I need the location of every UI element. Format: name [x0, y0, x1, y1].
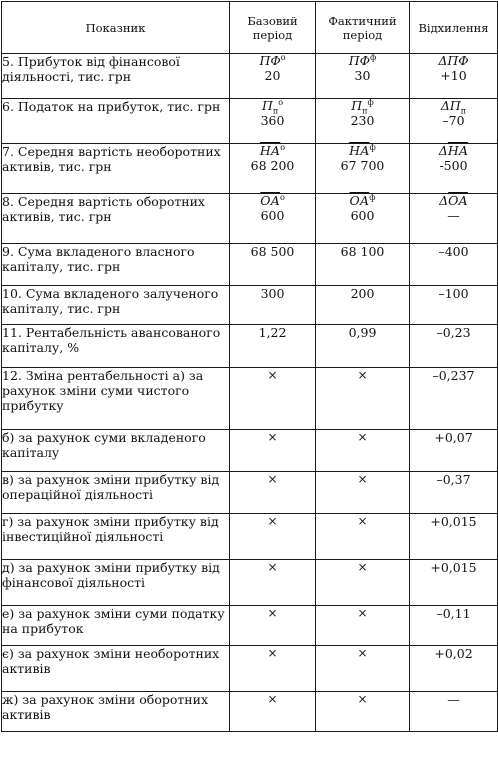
- base-period-symbol: [230, 194, 315, 208]
- indicator-name-cell: 9. Сума вкладеного власного капіталу, тис. грн: [2, 244, 230, 286]
- actual-period-symbol: [316, 194, 409, 208]
- table-row: [2, 99, 498, 144]
- actual-period-value: ×: [357, 606, 368, 620]
- header-row: [2, 2, 498, 54]
- base-period-symbol-superscript: о: [280, 142, 286, 152]
- base-period-value: 68 500: [250, 244, 295, 259]
- actual-period-cell: [316, 325, 410, 368]
- actual-period-value: 68 100: [340, 244, 385, 259]
- base-period-value: ×: [267, 646, 278, 660]
- actual-period-value: ×: [357, 472, 368, 486]
- actual-period-value: 0,99: [348, 325, 377, 340]
- actual-period-symbol: [316, 97, 409, 116]
- actual-period-cell: [316, 472, 410, 514]
- base-period-value: 68 200: [250, 158, 295, 173]
- table-row: [2, 646, 498, 692]
- indicator-table: [1, 1, 498, 732]
- deviation-value: –400: [438, 244, 469, 259]
- base-period-symbol-superscript: о: [279, 192, 285, 202]
- deviation-cell: [410, 430, 498, 472]
- base-period-cell: [230, 54, 316, 99]
- actual-period-value: ×: [357, 646, 368, 660]
- deviation-cell: [410, 368, 498, 430]
- actual-period-value: ×: [357, 560, 368, 574]
- actual-period-symbol-superscript: ф: [369, 192, 376, 202]
- deviation-value: -500: [439, 158, 468, 173]
- deviation-cell: [410, 286, 498, 325]
- base-period-cell: [230, 325, 316, 368]
- deviation-value: –0,237: [432, 368, 475, 383]
- indicator-name-cell: г) за рахунок зміни прибутку від інвестиційної діяльності: [2, 514, 230, 560]
- col-header-indicator: Показник: [2, 2, 230, 54]
- deviation-cell: [410, 606, 498, 646]
- col-header-base-period: Базовий період: [230, 2, 316, 54]
- actual-period-value: 200: [350, 286, 375, 301]
- indicator-name-cell: є) за рахунок зміни необоротних активів: [2, 646, 230, 692]
- base-period-value: ×: [267, 368, 278, 382]
- base-period-symbol-superscript: о: [278, 97, 284, 107]
- col-header-deviation: Відхилення: [410, 2, 498, 54]
- base-period-cell: [230, 194, 316, 244]
- base-period-cell: [230, 99, 316, 144]
- actual-period-cell: [316, 606, 410, 646]
- deviation-value: –0,37: [436, 472, 471, 487]
- table-row: [2, 144, 498, 194]
- actual-period-symbol: [316, 54, 409, 68]
- deviation-value: —: [447, 692, 460, 707]
- deviation-cell: [410, 472, 498, 514]
- base-period-value: ×: [267, 514, 278, 528]
- deviation-value: +0,015: [430, 514, 477, 529]
- deviation-value: +10: [440, 68, 467, 83]
- table-row: [2, 560, 498, 606]
- deviation-symbol: ΔОА: [439, 193, 468, 208]
- actual-period-symbol-letters: П: [351, 98, 363, 113]
- deviation-value: +0,07: [434, 430, 473, 445]
- base-period-value: 20: [264, 68, 281, 83]
- actual-period-cell: [316, 692, 410, 732]
- actual-period-value: ×: [357, 514, 368, 528]
- base-period-cell: [230, 560, 316, 606]
- actual-period-symbol: [316, 144, 409, 158]
- deviation-symbol: $\Delta П_п$: [440, 98, 467, 116]
- deviation-value: –0,11: [436, 606, 471, 621]
- deviation-cell: [410, 244, 498, 286]
- base-period-cell: [230, 368, 316, 430]
- base-period-symbol-subscript: п: [272, 106, 279, 116]
- actual-period-cell: [316, 244, 410, 286]
- actual-period-symbol-letters: ПФ: [348, 53, 370, 68]
- base-period-symbol: [230, 144, 315, 158]
- deviation-symbol-letters: НА: [447, 143, 469, 158]
- deviation-cell: [410, 99, 498, 144]
- deviation-symbol-letters: П: [449, 98, 461, 113]
- actual-period-cell: [316, 368, 410, 430]
- base-period-value: ×: [267, 430, 278, 444]
- indicator-name-cell: 7. Середня вартість необоротних активів, тис. грн: [2, 144, 230, 194]
- base-period-symbol-superscript: о: [280, 52, 286, 62]
- actual-period-cell: [316, 514, 410, 560]
- base-period-symbol-letters: ОА: [260, 193, 280, 208]
- indicator-name-cell: 8. Середня вартість оборотних активів, тис. грн: [2, 194, 230, 244]
- table-row: [2, 368, 498, 430]
- actual-period-cell: [316, 99, 410, 144]
- base-period-value: 1,22: [258, 325, 287, 340]
- actual-period-value: 230: [350, 113, 375, 128]
- base-period-cell: [230, 144, 316, 194]
- base-period-value: 300: [260, 286, 285, 301]
- table-row: [2, 692, 498, 732]
- deviation-cell: [410, 514, 498, 560]
- indicator-name-cell: ж) за рахунок зміни оборотних активів: [2, 692, 230, 732]
- indicator-name-cell: 11. Рентабельність авансованого капіталу, %: [2, 325, 230, 368]
- deviation-cell: [410, 646, 498, 692]
- deviation-symbol: ΔПФ: [438, 53, 469, 68]
- actual-period-value: ×: [357, 368, 368, 382]
- actual-period-symbol-subscript: п: [362, 106, 368, 116]
- indicator-name-cell: 10. Сума вкладеного залученого капіталу, тис. грн: [2, 286, 230, 325]
- table-row: [2, 430, 498, 472]
- actual-period-value: 600: [350, 208, 375, 223]
- table-row: [2, 325, 498, 368]
- deviation-value: –0,23: [436, 325, 471, 340]
- actual-period-cell: [316, 430, 410, 472]
- deviation-symbol: ΔНА: [438, 143, 469, 158]
- actual-period-value: 30: [354, 68, 371, 83]
- actual-period-symbol-letters: ОА: [349, 193, 370, 208]
- deviation-cell: [410, 560, 498, 606]
- base-period-value: ×: [267, 692, 278, 706]
- base-period-symbol: [230, 97, 315, 116]
- deviation-value: —: [447, 208, 460, 223]
- base-period-cell: [230, 472, 316, 514]
- indicator-name-cell: б) за рахунок суми вкладеного капіталу: [2, 430, 230, 472]
- actual-period-symbol-superscript: ф: [370, 52, 377, 62]
- indicator-name-cell: д) за рахунок зміни прибутку від фінансової діяльності: [2, 560, 230, 606]
- base-period-symbol-letters: ПФ: [259, 53, 281, 68]
- deviation-cell: [410, 194, 498, 244]
- deviation-cell: [410, 325, 498, 368]
- actual-period-symbol-superscript: ф: [369, 142, 376, 152]
- deviation-symbol-subscript: п: [460, 106, 467, 116]
- actual-period-cell: [316, 194, 410, 244]
- actual-period-cell: [316, 646, 410, 692]
- actual-period-value: ×: [357, 430, 368, 444]
- base-period-symbol-letters: П: [261, 98, 273, 113]
- base-period-value: 360: [260, 113, 285, 128]
- col-header-actual-period: Фактичний період: [316, 2, 410, 54]
- base-period-cell: [230, 430, 316, 472]
- base-period-symbol: [230, 54, 315, 68]
- table-row: [2, 286, 498, 325]
- base-period-cell: [230, 244, 316, 286]
- deviation-value: +0,015: [430, 560, 477, 575]
- table-row: [2, 194, 498, 244]
- actual-period-symbol-letters: НА: [349, 143, 370, 158]
- deviation-symbol-letters: ОА: [448, 193, 468, 208]
- deviation-symbol-letters: ПФ: [447, 53, 469, 68]
- indicator-name-cell: 5. Прибуток від фінансової діяльності, тис. грн: [2, 54, 230, 99]
- actual-period-symbol-superscript: ф: [367, 97, 374, 107]
- base-period-cell: [230, 286, 316, 325]
- table-row: [2, 514, 498, 560]
- deviation-value: +0,02: [434, 646, 473, 661]
- table-row: [2, 606, 498, 646]
- deviation-value: –70: [442, 113, 465, 128]
- deviation-cell: [410, 54, 498, 99]
- base-period-value: ×: [267, 606, 278, 620]
- base-period-value: 600: [260, 208, 285, 223]
- base-period-cell: [230, 606, 316, 646]
- deviation-cell: [410, 692, 498, 732]
- table-row: [2, 472, 498, 514]
- base-period-value: ×: [267, 472, 278, 486]
- indicator-name-cell: в) за рахунок зміни прибутку від операційної діяльності: [2, 472, 230, 514]
- deviation-value: –100: [438, 286, 469, 301]
- base-period-symbol-letters: НА: [259, 143, 281, 158]
- table-row: [2, 54, 498, 99]
- indicator-name-cell: е) за рахунок зміни суми податку на прибуток: [2, 606, 230, 646]
- actual-period-cell: [316, 286, 410, 325]
- base-period-cell: [230, 514, 316, 560]
- actual-period-cell: [316, 54, 410, 99]
- base-period-cell: [230, 692, 316, 732]
- actual-period-cell: [316, 144, 410, 194]
- deviation-cell: [410, 144, 498, 194]
- indicator-name-cell: 6. Податок на прибуток, тис. грн: [2, 99, 230, 144]
- actual-period-cell: [316, 560, 410, 606]
- actual-period-value: ×: [357, 692, 368, 706]
- table-row: [2, 244, 498, 286]
- indicator-name-cell: 12. Зміна рентабельності а) за рахунок зміни суми чистого прибутку: [2, 368, 230, 430]
- base-period-value: ×: [267, 560, 278, 574]
- actual-period-value: 67 700: [340, 158, 385, 173]
- base-period-cell: [230, 646, 316, 692]
